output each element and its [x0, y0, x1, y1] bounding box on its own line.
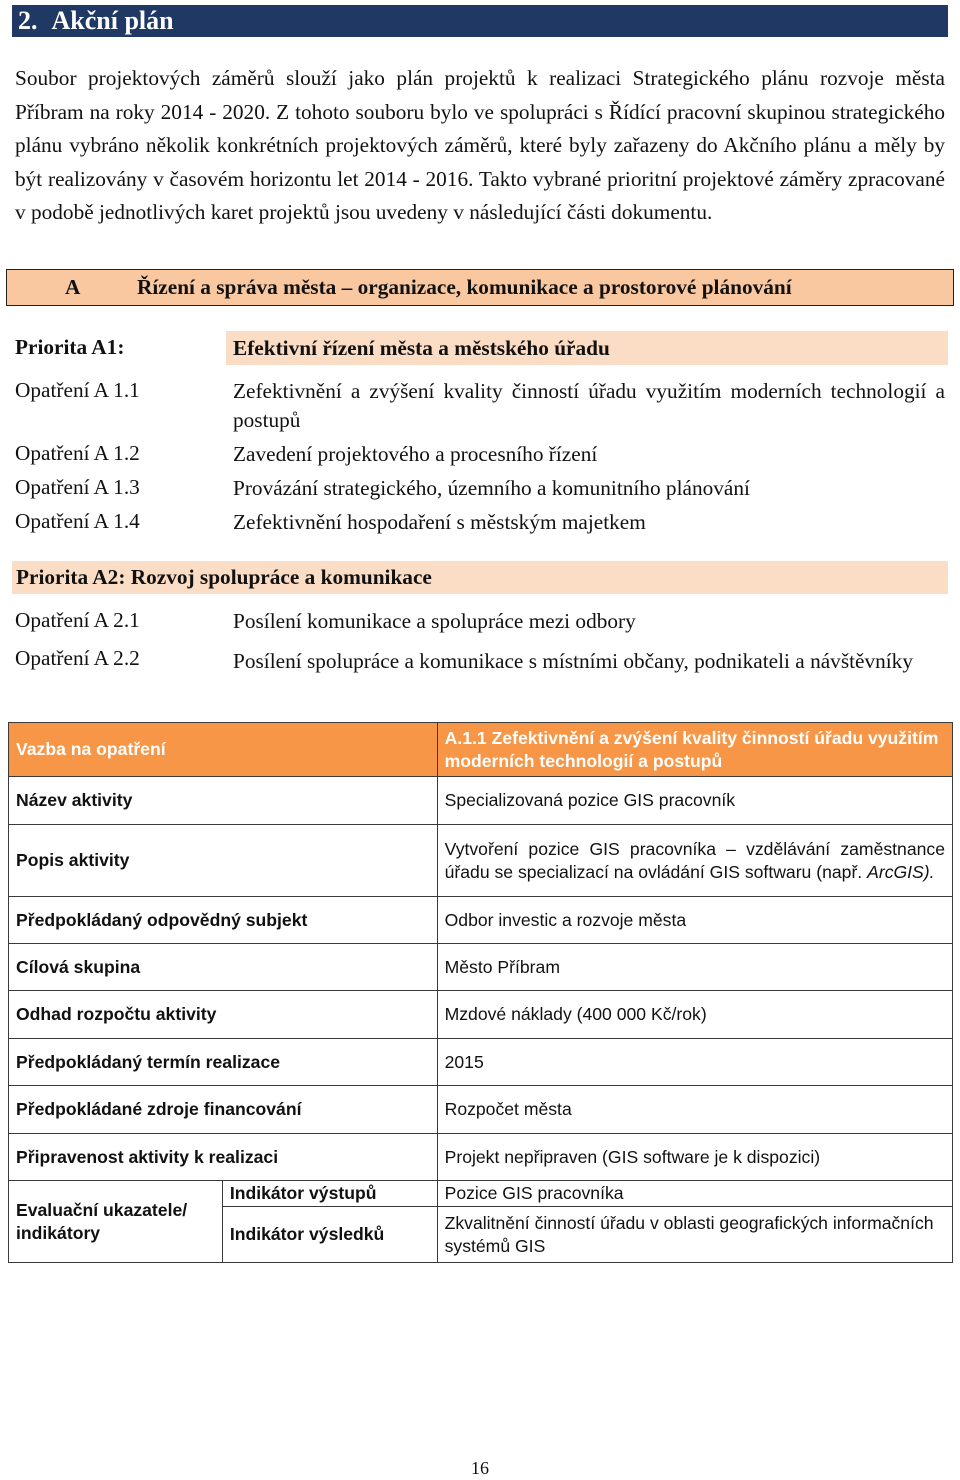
- page-number: 16: [471, 1458, 489, 1478]
- measure-label: Opatření A 1.2: [15, 441, 140, 465]
- popis-value: Vytvoření pozice GIS pracovníka – vzdělávání zaměstnance úřadu se specializací na ovládání GIS softwaru (např.: [444, 838, 945, 882]
- table-row: [9, 777, 953, 825]
- measure-text: Zefektivnění hospodaření s městským majetkem: [233, 510, 646, 534]
- priority-a1-label: Priorita A1:: [15, 335, 125, 359]
- evaluace-label: Evaluační ukazatele/ indikátory: [9, 1181, 223, 1263]
- table-row: [9, 723, 953, 777]
- skupina-label: Cílová skupina: [9, 944, 438, 991]
- chapter-number: 2.: [18, 6, 38, 35]
- zdroje-value: Rozpočet města: [437, 1086, 952, 1134]
- project-card-table: [8, 722, 953, 1263]
- measure-label: Opatření A 1.3: [15, 475, 140, 499]
- skupina-value: Město Příbram: [437, 944, 952, 991]
- measure-text: Provázání strategického, územního a komunitního plánování: [233, 476, 750, 500]
- nazev-label: Název aktivity: [9, 777, 438, 825]
- table-row: [9, 1134, 953, 1181]
- vysledek-value: Zkvalitnění činností úřadu v oblasti geografických informačních systémů GIS: [437, 1207, 952, 1263]
- table-row: [9, 825, 953, 897]
- chapter-heading: [12, 5, 948, 37]
- measure-label: Opatření A 2.1: [15, 608, 140, 632]
- table-row: [9, 1039, 953, 1086]
- vystup-value: Pozice GIS pracovníka: [437, 1181, 952, 1207]
- measure-text: Posílení komunikace a spolupráce mezi odbory: [233, 609, 636, 633]
- measure-label: Opatření A 2.2: [15, 646, 140, 670]
- measure-text: Zefektivnění a zvýšení kvality činností úřadu využitím moderních technologií a postupů: [233, 379, 945, 432]
- nazev-value: Specializovaná pozice GIS pracovník: [437, 777, 952, 825]
- termin-label: Předpokládaný termín realizace: [9, 1039, 438, 1086]
- intro-paragraph: Soubor projektových záměrů slouží jako plán projektů k realizaci Strategického plánu rozvoje města Příbram na roky 2014 - 2020. Z tohoto souboru bylo ve spolupráci s Řídící pracovní skupinou strategického plánu vybráno několik konkrétních projektových záměrů, které byly zařazeny do Akčního plánu a měly by být realizovány v časovém horizontu let 2014 - 2016. Takto vybrané prioritní projektové záměry zpracované v podobě jednotlivých karet projektů jsou uvedeny v následující části dokumentu.: [15, 66, 945, 224]
- priority-a2-title: Priorita A2: Rozvoj spolupráce a komunikace: [12, 561, 948, 594]
- section-title: Řízení a správa města – organizace, komunikace a prostorové plánování: [137, 275, 792, 299]
- termin-value: 2015: [437, 1039, 952, 1086]
- subjekt-value: Odbor investic a rozvoje města: [437, 897, 952, 944]
- zdroje-label: Předpokládané zdroje financování: [9, 1086, 438, 1134]
- popis-label: Popis aktivity: [9, 825, 438, 897]
- measure-label: Opatření A 1.1: [15, 378, 140, 402]
- section-a-header: [6, 269, 954, 306]
- table-row: [9, 1086, 953, 1134]
- subjekt-label: Předpokládaný odpovědný subjekt: [9, 897, 438, 944]
- measure-text: Zavedení projektového a procesního řízení: [233, 442, 598, 466]
- vazba-value: A.1.1 Zefektivnění a zvýšení kvality činností úřadu využitím moderních technologií a postupů: [437, 723, 952, 777]
- measure-label: Opatření A 1.4: [15, 509, 140, 533]
- popis-value-cell: [437, 825, 952, 897]
- pripravenost-value: Projekt nepřipraven (GIS software je k dispozici): [437, 1134, 952, 1181]
- table-row: [9, 991, 953, 1039]
- rozpocet-label: Odhad rozpočtu aktivity: [9, 991, 438, 1039]
- measure-text: Posílení spolupráce a komunikace s místními občany, podnikateli a návštěvníky: [233, 649, 913, 673]
- chapter-title: Akční plán: [51, 6, 174, 35]
- table-row: [9, 1181, 953, 1207]
- vazba-label: Vazba na opatření: [9, 723, 438, 777]
- section-letter: A: [65, 275, 81, 299]
- table-row: [9, 944, 953, 991]
- pripravenost-label: Připravenost aktivity k realizaci: [9, 1134, 438, 1181]
- vysledek-label: Indikátor výsledků: [222, 1207, 437, 1263]
- table-row: [9, 897, 953, 944]
- priority-a1-title: Efektivní řízení města a městského úřadu: [226, 331, 948, 365]
- vystup-label: Indikátor výstupů: [222, 1181, 437, 1207]
- rozpocet-value: Mzdové náklady (400 000 Kč/rok): [437, 991, 952, 1039]
- popis-value-italic: ArcGIS).: [867, 861, 935, 882]
